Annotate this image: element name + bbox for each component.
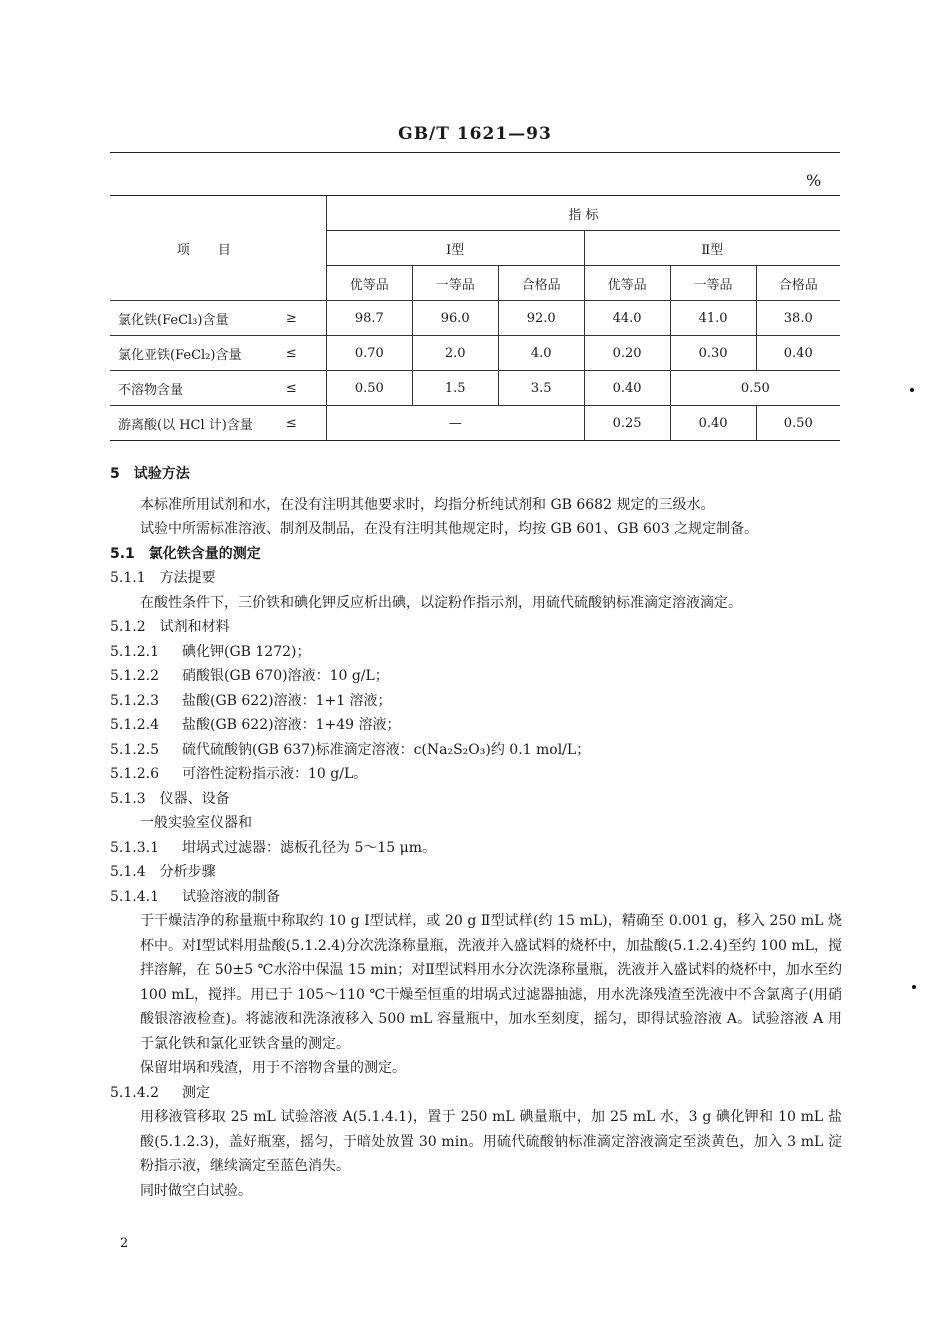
table-cell: 0.25 <box>584 406 670 441</box>
row-item-name: 氯化铁(FeCl₃)含量 <box>110 301 286 336</box>
list-item <box>110 885 842 910</box>
list-item <box>110 640 842 665</box>
section-heading: 5.1 氯化铁含量的测定 <box>110 545 261 562</box>
list-item <box>110 1081 842 1106</box>
clause-number: 5.1.2.3 <box>110 692 159 709</box>
grade-header: 合格品 <box>498 266 584 301</box>
table-cell: 0.30 <box>670 336 756 371</box>
clause-text: 碘化钾(GB 1272)； <box>182 643 311 660</box>
table-row <box>110 371 840 406</box>
list-item <box>110 738 842 763</box>
grade-header: 合格品 <box>756 266 840 301</box>
clause-number: 5.1.2.4 <box>110 717 159 733</box>
table-cell: 1.5 <box>412 371 498 406</box>
clause-text: 盐酸(GB 622)溶液：1+49 溶液； <box>182 717 401 733</box>
table-cell: 4.0 <box>498 336 584 371</box>
table-cell: 0.50 <box>326 371 412 406</box>
subsection-heading: 5.1.4 分析步骤 <box>110 864 216 880</box>
grade-header: 一等品 <box>670 266 756 301</box>
clause-number: 5.1.2.2 <box>110 668 159 684</box>
section-heading: 5 试验方法 <box>110 466 190 482</box>
clause-number: 5.1.3.1 <box>110 839 159 856</box>
clause-number: 5.1.2.1 <box>110 643 159 660</box>
paragraph: 本标准所用试剂和水，在没有注明其他要求时，均指分析纯试剂和 GB 6682 规定的三级水。 <box>140 496 715 513</box>
paragraph: 试验中所需标准溶液、制剂及制品，在没有注明其他规定时，均按 GB 601、GB 603 之规定制备。 <box>140 521 759 537</box>
clause-number: 5.1.2.5 <box>110 741 159 758</box>
grade-header: 一等品 <box>412 266 498 301</box>
list-item <box>110 689 842 714</box>
subsection-heading: 5.1.2 试剂和材料 <box>110 619 230 635</box>
table-cell: 0.40 <box>584 371 670 406</box>
clause-text: 盐酸(GB 622)溶液：1+1 溶液； <box>182 692 392 709</box>
table-cell: 0.70 <box>326 336 412 371</box>
clause-text: 硝酸银(GB 670)溶液：10 g/L； <box>182 668 389 684</box>
clause-text: 测定 <box>182 1084 210 1101</box>
table-row <box>110 406 840 441</box>
table-cell: 98.7 <box>326 301 412 336</box>
row-item-name: 游离酸(以 HCl 计)含量 <box>110 406 286 441</box>
table-cell: 96.0 <box>412 301 498 336</box>
paragraph: 用移液管移取 25 mL 试验溶液 A(5.1.4.1)，置于 250 mL 碘量瓶中，加 25 mL 水，3 g 碘化钾和 10 mL 盐酸(5.1.2.3)，盖好瓶塞，摇匀，于暗处放置 30 min。用硫代硫酸钠标准滴定溶液滴定至淡黄色，加入 3 mL 淀粉指示液，继续滴定至蓝色消失。 <box>140 1109 842 1174</box>
type1-header: Ⅰ型 <box>326 231 584 266</box>
paragraph: 在酸性条件下，三价铁和碘化钾反应析出碘，以淀粉作指示剂，用硫代硫酸钠标准滴定溶液滴定。 <box>140 594 742 611</box>
row-item-name: 氯化亚铁(FeCl₂)含量 <box>110 336 286 371</box>
table-cell-merged: — <box>326 406 584 441</box>
clause-text: 硫代硫酸钠(GB 637)标准滴定溶液：c(Na₂S₂O₃)约 0.1 mol/L； <box>182 741 591 758</box>
scan-speck <box>912 985 916 989</box>
table-cell: 44.0 <box>584 301 670 336</box>
page-number: 2 <box>120 1236 129 1251</box>
list-item <box>110 664 842 689</box>
subsection-heading: 5.1.1 方法提要 <box>110 570 216 586</box>
table-cell: 3.5 <box>498 371 584 406</box>
document-code-header: GB/T 1621—93 <box>398 124 552 144</box>
table-cell: 41.0 <box>670 301 756 336</box>
row-symbol: ≤ <box>286 336 326 371</box>
row-symbol: ≥ <box>286 301 326 336</box>
subsection-heading: 5.1.3 仪器、设备 <box>110 790 230 807</box>
table-cell: 0.40 <box>670 406 756 441</box>
paragraph: 同时做空白试验。 <box>140 1182 252 1199</box>
index-header: 指 标 <box>326 196 840 231</box>
item-header: 项目 <box>110 196 326 301</box>
grade-header: 优等品 <box>326 266 412 301</box>
table-cell: 0.50 <box>756 406 840 441</box>
clause-number: 5.1.2.6 <box>110 766 159 782</box>
table-cell: 92.0 <box>498 301 584 336</box>
clause-text: 试验溶液的制备 <box>182 888 280 905</box>
clause-text: 可溶性淀粉指示液：10 g/L。 <box>182 766 368 782</box>
clause-text: 坩埚式过滤器：滤板孔径为 5～15 μm。 <box>182 839 436 856</box>
paragraph: 一般实验室仪器和 <box>140 815 252 831</box>
row-symbol: ≤ <box>286 371 326 406</box>
header-rule <box>110 152 840 153</box>
table-row <box>110 336 840 371</box>
table-cell-merged: 0.50 <box>670 371 840 406</box>
clause-number: 5.1.4.1 <box>110 888 159 905</box>
type2-header: Ⅱ型 <box>584 231 840 266</box>
table-cell: 38.0 <box>756 301 840 336</box>
row-item-name: 不溶物含量 <box>110 371 286 406</box>
list-item <box>110 762 842 787</box>
specification-table <box>110 195 840 441</box>
table-cell: 2.0 <box>412 336 498 371</box>
table-row <box>110 301 840 336</box>
table-unit: % <box>806 171 822 190</box>
clause-number: 5.1.4.2 <box>110 1084 159 1101</box>
scan-speck <box>910 388 914 392</box>
list-item <box>110 836 842 861</box>
table-header-row <box>110 196 840 231</box>
grade-header: 优等品 <box>584 266 670 301</box>
paragraph: 于干燥洁净的称量瓶中称取约 10 g Ⅰ型试样，或 20 g Ⅱ型试样(约 15 mL)，精确至 0.001 g，移入 250 mL 烧杯中。对Ⅰ型试料用盐酸(5.1.2.4)分次洗涤称量瓶，洗液并入盛试料的烧杯中，加盐酸(5.1.2.4)至约 100 mL，搅拌溶解，在 50±5 ℃水浴中保温 15 min；对Ⅱ型试料用水分次洗涤称量瓶，洗液并入盛试料的烧杯中，加水至约 100 mL，搅拌。用已于 105～110 ℃干燥至恒重的坩埚式过滤器抽滤，用水洗涤残渣至洗液中不含氯离子(用硝酸银溶液检查)。将滤液和洗涤液移入 500 mL 容量瓶中，加水至刻度，摇匀，即得试验溶液 A。试验溶液 A 用于氯化铁和氯化亚铁含量的测定。 <box>140 913 842 1052</box>
document-body <box>110 462 842 1203</box>
table-cell: 0.40 <box>756 336 840 371</box>
list-item <box>110 713 842 738</box>
table-cell: 0.20 <box>584 336 670 371</box>
row-symbol: ≤ <box>286 406 326 441</box>
paragraph: 保留坩埚和残渣，用于不溶物含量的测定。 <box>140 1060 406 1076</box>
